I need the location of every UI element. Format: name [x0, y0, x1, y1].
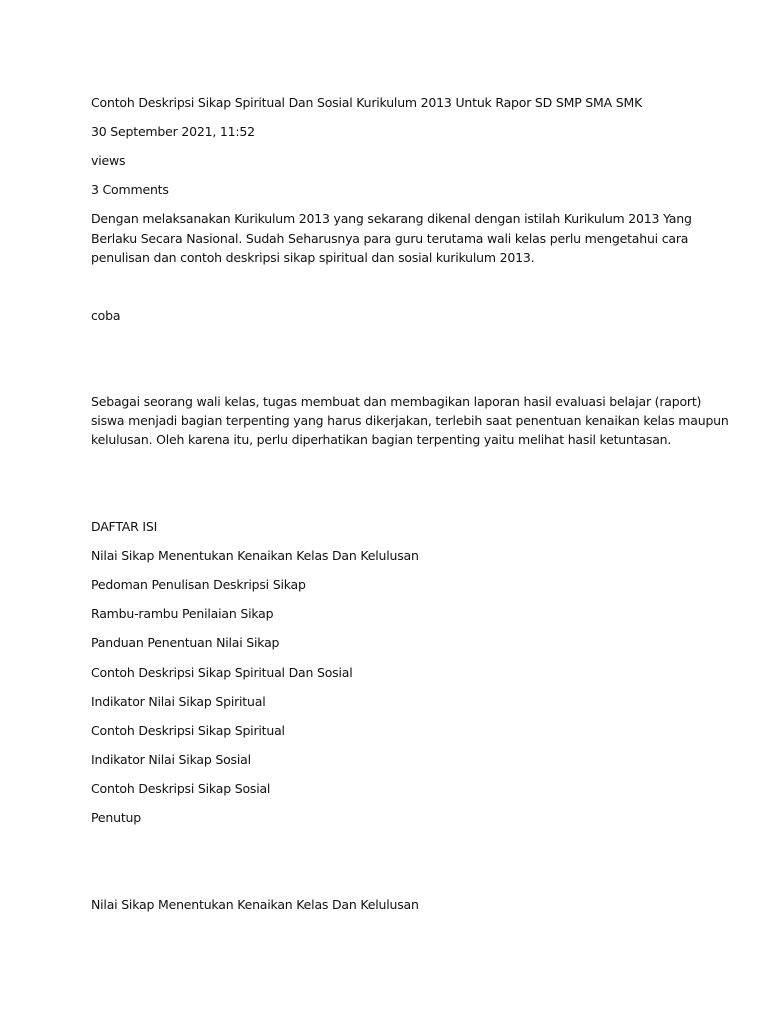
- comments-count: 3 Comments: [91, 182, 169, 197]
- views-label: views: [91, 153, 126, 168]
- intro-line-2: Berlaku Secara Nasional. Sudah Seharusnya para guru terutama wali kelas perlu mengetahui cara: [91, 231, 689, 246]
- body-line-3: kelulusan. Oleh karena itu, perlu diperhatikan bagian terpenting yaitu melihat hasil ketuntasan.: [91, 432, 672, 447]
- publish-date: 30 September 2021, 11:52: [91, 124, 255, 139]
- toc-item: Pedoman Penulisan Deskripsi Sikap: [91, 577, 306, 592]
- toc-item: Indikator Nilai Sikap Spiritual: [91, 694, 266, 709]
- toc-item: Panduan Penentuan Nilai Sikap: [91, 635, 280, 650]
- toc-heading: DAFTAR ISI: [91, 519, 158, 534]
- toc-item: Indikator Nilai Sikap Sosial: [91, 752, 251, 767]
- toc-item: Rambu-rambu Penilaian Sikap: [91, 606, 274, 621]
- toc-item: Nilai Sikap Menentukan Kenaikan Kelas Dan Kelulusan: [91, 548, 419, 563]
- body-line-2: siswa menjadi bagian terpenting yang harus dikerjakan, terlebih saat penentuan kenaikan kelas maupun: [91, 413, 729, 428]
- document-title: Contoh Deskripsi Sikap Spiritual Dan Sosial Kurikulum 2013 Untuk Rapor SD SMP SMA SMK: [91, 95, 643, 110]
- toc-item: Contoh Deskripsi Sikap Sosial: [91, 781, 271, 796]
- coba-text: coba: [91, 308, 121, 323]
- toc-item: Penutup: [91, 810, 141, 825]
- toc-item: Contoh Deskripsi Sikap Spiritual Dan Sosial: [91, 665, 353, 680]
- body-line-1: Sebagai seorang wali kelas, tugas membuat dan membagikan laporan hasil evaluasi belajar (raport): [91, 394, 702, 409]
- toc-item: Contoh Deskripsi Sikap Spiritual: [91, 723, 285, 738]
- section-heading: Nilai Sikap Menentukan Kenaikan Kelas Dan Kelulusan: [91, 897, 419, 912]
- intro-line-3: penulisan dan contoh deskripsi sikap spiritual dan sosial kurikulum 2013.: [91, 250, 535, 265]
- intro-line-1: Dengan melaksanakan Kurikulum 2013 yang sekarang dikenal dengan istilah Kurikulum 2013 Yang: [91, 211, 692, 226]
